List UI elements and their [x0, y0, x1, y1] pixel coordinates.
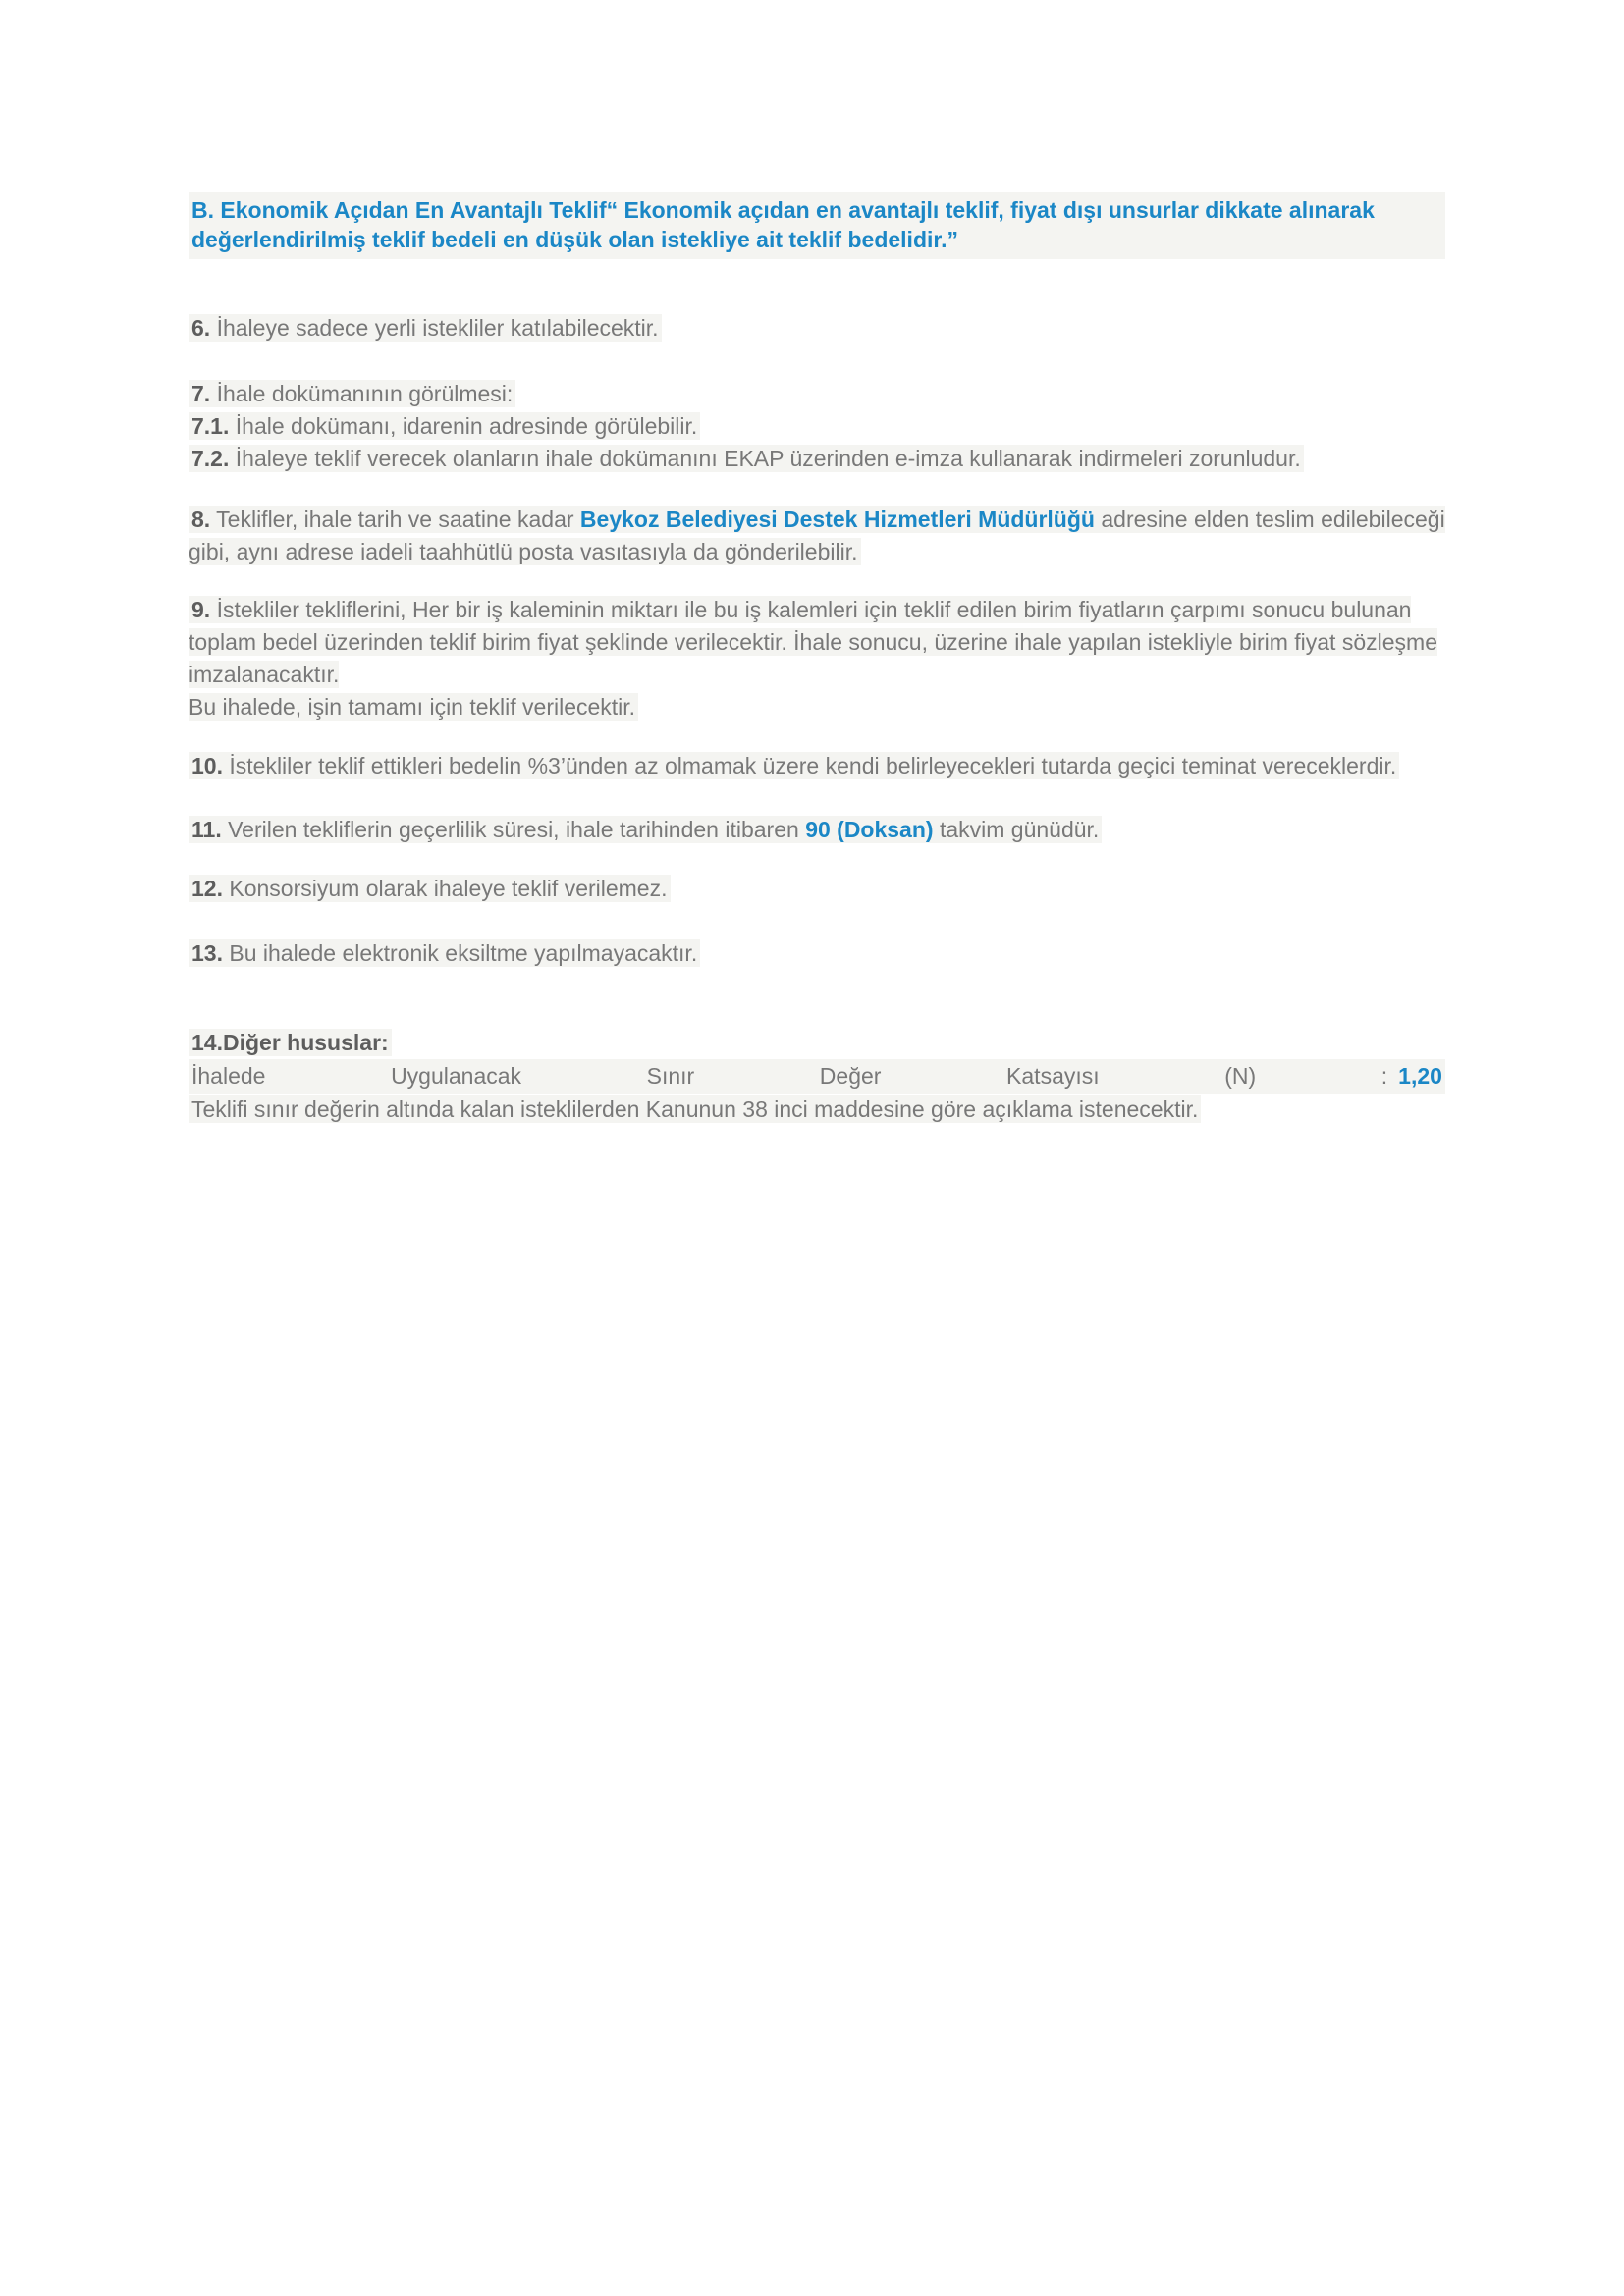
limit-value-group	[1381, 1060, 1442, 1093]
section-13-text: Bu ihalede elektronik eksiltme yapılmayacaktır.	[222, 940, 698, 966]
section-14-note: Teklifi sınır değerin altında kalan isteklilerden Kanunun 38 inci maddesine göre açıklama istenecektir.	[189, 1095, 1201, 1123]
limit-word-uygulanacak: Uygulanacak	[391, 1063, 522, 1089]
section-8-text-after: adresine elden teslim edilebileceği gibi, aynı adrese iadeli taahhütlü posta vasıtasıyla da gönderilebilir.	[189, 507, 1445, 564]
section-11-text-after: takvim günüdür.	[933, 817, 1100, 842]
section-11-text-before: Verilen tekliflerin geçerlilik süresi, ihale tarihinden itibaren	[221, 817, 806, 842]
document-body	[189, 192, 1445, 1126]
section-7-2-text: İhaleye teklif verecek olanların ihale dokümanını EKAP üzerinden e-imza kullanarak indirmeleri zorunludur.	[229, 446, 1301, 471]
section-7-2-paragraph	[189, 443, 1445, 475]
section-12-paragraph	[189, 873, 1445, 905]
section-8-number: 8.	[191, 507, 211, 532]
section-7-1-paragraph	[189, 410, 1445, 443]
section-9-paragraph	[189, 594, 1445, 723]
section-6-paragraph	[189, 312, 1445, 345]
section-8-text-before: Teklifler, ihale tarih ve saatine kadar	[210, 507, 580, 532]
section-7-number: 7.	[191, 381, 211, 406]
section-7-block	[189, 378, 1445, 475]
section-8-paragraph	[189, 504, 1445, 568]
section-7-1-text: İhale dokümanı, idarenin adresinde görülebilir.	[229, 413, 698, 439]
section-9-text: İstekliler tekliflerini, Her bir iş kaleminin miktarı ile bu iş kalemleri için teklif edilen birim fiyatların çarpımı sonucu bulunan toplam bedel üzerinden teklif birim fiyat şeklinde verilecektir. İhale sonucu, üzerine ihale yapılan istekliyle birim fiyat sözleşme imzalanacaktır.	[189, 597, 1437, 687]
section-14-block	[189, 1027, 1445, 1126]
section-8-department-name: Beykoz Belediyesi Destek Hizmetleri Müdürlüğü	[579, 507, 1095, 532]
section-12-text: Konsorsiyum olarak ihaleye teklif verilemez.	[222, 876, 668, 901]
section-11-paragraph	[189, 814, 1445, 846]
limit-colon: :	[1380, 1063, 1388, 1089]
section-14-title: 14.Diğer hususlar:	[189, 1029, 392, 1056]
limit-value-coefficient-line	[189, 1059, 1445, 1094]
section-12-number: 12.	[191, 876, 223, 901]
section-9-number: 9.	[191, 597, 211, 622]
section-7-text: İhale dokümanının görülmesi:	[210, 381, 514, 406]
section-13-paragraph	[189, 937, 1445, 970]
section-6-text: İhaleye sadece yerli istekliler katılabilecektir.	[210, 315, 659, 341]
limit-word-n: (N)	[1224, 1063, 1257, 1089]
limit-word-sinir: Sınır	[646, 1063, 695, 1089]
section-b-heading	[189, 192, 1445, 259]
section-11-validity-days: 90 (Doksan)	[805, 817, 934, 842]
limit-word-ihalede: İhalede	[191, 1063, 266, 1089]
section-7-1-number: 7.1.	[191, 413, 230, 439]
section-9-line2: Bu ihalede, işin tamamı için teklif verilecektir.	[189, 694, 636, 720]
section-b-heading-text: B. Ekonomik Açıdan En Avantajlı Teklif“ Ekonomik açıdan en avantajlı teklif, fiyat dışı unsurlar dikkate alınarak değerlendirilmiş teklif bedeli en düşük olan istekliye ait teklif bedelidir.”	[191, 197, 1375, 252]
section-6-number: 6.	[191, 315, 211, 341]
section-10-text: İstekliler teklif ettikleri bedelin %3’ünden az olmamak üzere kendi belirleyecekleri tutarda geçici teminat vereceklerdir.	[222, 753, 1397, 778]
section-7-paragraph	[189, 378, 1445, 410]
section-14-note-line	[189, 1094, 1445, 1126]
section-14-title-line	[189, 1027, 1445, 1059]
limit-coefficient-value: 1,20	[1398, 1063, 1442, 1089]
section-7-2-number: 7.2.	[191, 446, 230, 471]
section-10-paragraph	[189, 750, 1445, 782]
limit-word-katsayisi: Katsayısı	[1006, 1063, 1100, 1089]
limit-word-deger: Değer	[819, 1063, 882, 1089]
section-10-number: 10.	[191, 753, 223, 778]
section-11-number: 11.	[191, 817, 222, 842]
section-13-number: 13.	[191, 940, 223, 966]
